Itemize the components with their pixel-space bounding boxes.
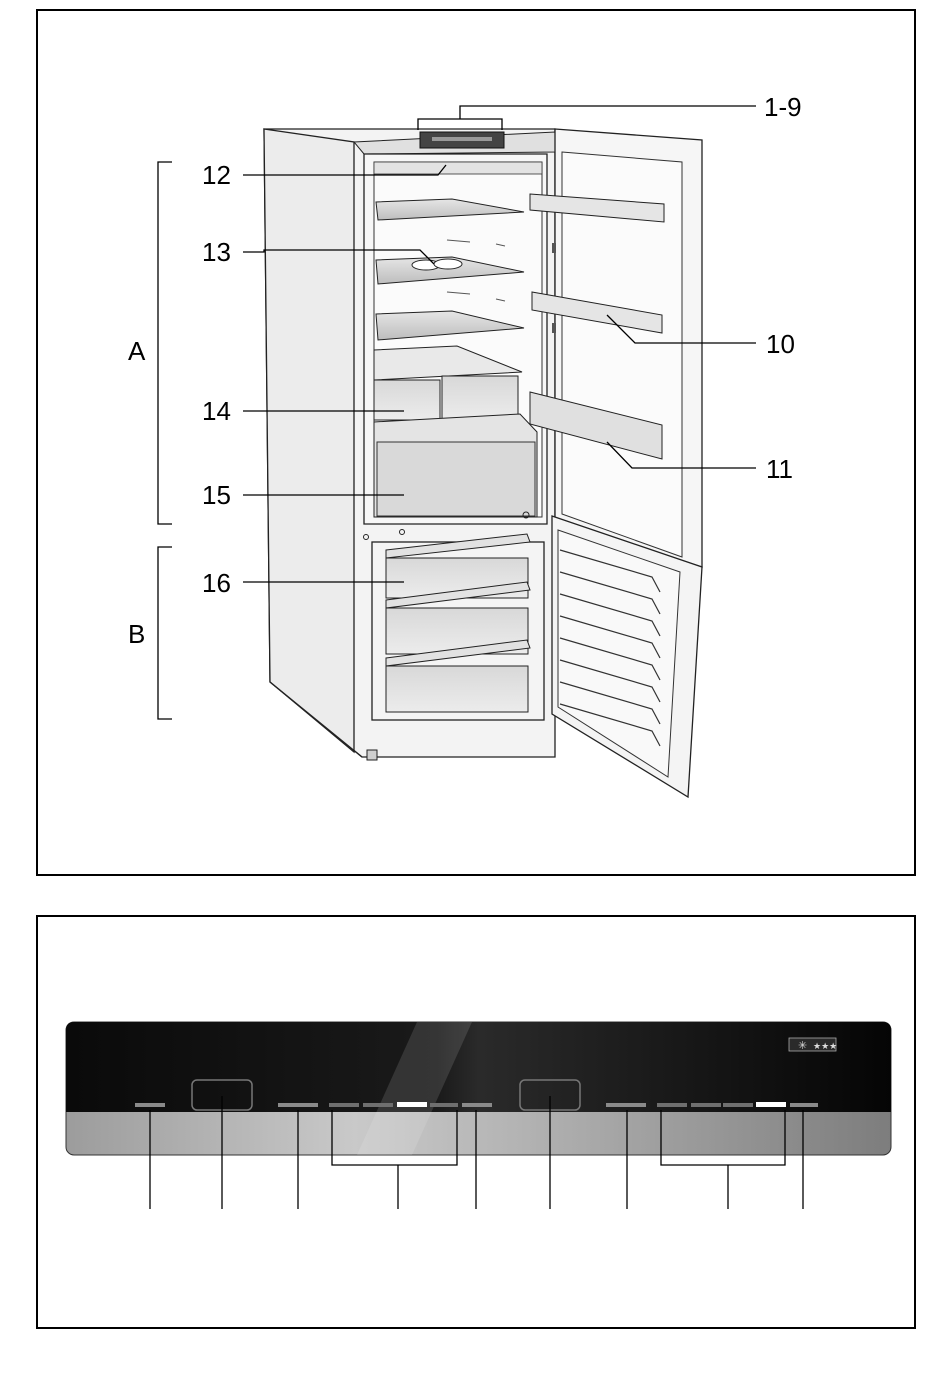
callout-label-10: 10 xyxy=(766,329,795,359)
callout-label-controls: 1-9 xyxy=(764,92,802,122)
freezer-compartment xyxy=(364,512,545,720)
freezer-temp-segment-active xyxy=(756,1102,786,1107)
control-panel-illustration xyxy=(38,917,918,1331)
fridge-temp-segment xyxy=(329,1103,359,1107)
svg-text:★★★: ★★★ xyxy=(813,1042,838,1052)
callout-label-14: 14 xyxy=(202,396,231,426)
callout-label-16: 16 xyxy=(202,568,231,598)
svg-text:✳: ✳ xyxy=(798,1039,808,1052)
freezer-temp-segment xyxy=(691,1103,721,1107)
control-panel-diagram xyxy=(36,915,916,1329)
callout-label-15: 15 xyxy=(202,480,231,510)
freezer-temp-setting-button[interactable] xyxy=(790,1103,818,1107)
callout-label-11: 11 xyxy=(766,454,793,484)
fridge-temp-setting-button[interactable] xyxy=(462,1103,492,1107)
super-cooling-button[interactable] xyxy=(278,1103,318,1107)
fridge-compartment xyxy=(364,154,547,524)
freezer-temp-segment xyxy=(723,1103,753,1107)
fridge-temp-segment xyxy=(430,1103,458,1107)
fridge-temp-segment-active xyxy=(397,1102,427,1107)
freezer-temp-segment xyxy=(657,1103,687,1107)
zone-label-b: B xyxy=(128,619,146,649)
super-freezing-button[interactable] xyxy=(606,1103,646,1107)
freezer-star-badge xyxy=(789,1038,837,1052)
fridge-door xyxy=(530,129,702,567)
fridge-temp-segment xyxy=(363,1103,393,1107)
fridge-freezer-illustration xyxy=(38,11,918,878)
zone-label-a: A xyxy=(128,336,146,366)
callout-label-13: 13 xyxy=(202,237,231,267)
control-panel-body xyxy=(66,1022,891,1155)
zone-brackets xyxy=(158,162,172,719)
callout-label-12: 12 xyxy=(202,160,231,190)
fridge-on-off-button[interactable] xyxy=(135,1103,165,1107)
appliance-overview-panel xyxy=(36,9,916,876)
control-strip xyxy=(420,132,504,148)
